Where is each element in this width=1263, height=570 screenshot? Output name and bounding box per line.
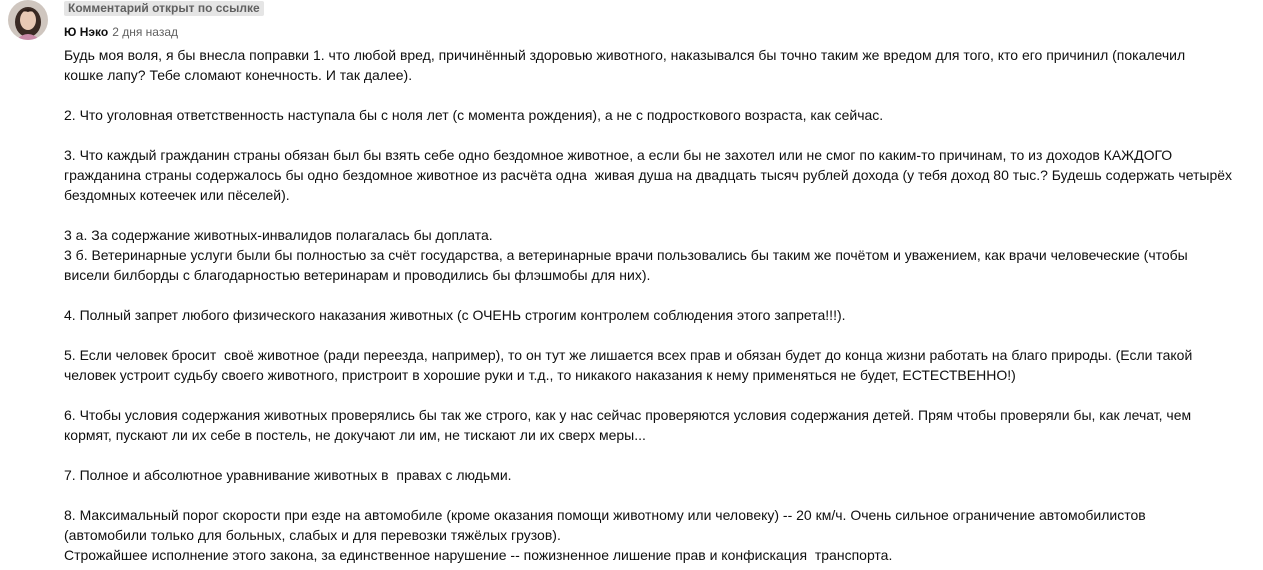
avatar-image <box>8 0 48 40</box>
comment-line <box>64 85 1252 105</box>
comment-line <box>64 485 1252 505</box>
pinned-link-badge: Комментарий открыт по ссылке <box>64 1 264 16</box>
comment-line <box>64 285 1252 305</box>
comment-line: человек устроит судьбу своего животного, пристроит в хорошие руки и т.д., то никакого наказания к нему применяться не будет, ЕСТЕСТВЕННО!) <box>64 367 1016 383</box>
comment-line <box>64 385 1252 405</box>
comment-line: Будь моя воля, я бы внесла поправки 1. что любой вред, причинённый здоровью животного, наказывался бы точно таким же вредом для того, кто его причинил (покалечил <box>64 47 1186 63</box>
comment-header <box>64 24 178 41</box>
comment-line <box>64 445 1252 465</box>
comment-line: висели билборды с благодарностью ветеринарам и проводились бы флэшмобы для них). <box>64 267 651 283</box>
author-name[interactable]: Ю Нэко <box>64 25 109 39</box>
comment-timestamp[interactable]: 2 дня назад <box>112 25 178 39</box>
comment-line: бездомных котеечек или пёселей). <box>64 187 290 203</box>
comment-line: Строжайшее исполнение этого закона, за единственное нарушение -- пожизненное лишение прав и конфискация транспорта. <box>64 547 893 563</box>
comment-line <box>64 325 1252 345</box>
comment-line: 3 а. За содержание животных-инвалидов полагалась бы доплата. <box>64 227 493 243</box>
comment-line: кошке лапу? Тебе сломают конечность. И так далее). <box>64 67 413 83</box>
comment-line: 5. Если человек бросит своё животное (ради переезда, например), то он тут же лишается всех прав и обязан будет до конца жизни работать на благо природы. (Если такой <box>64 347 1193 363</box>
comment-line: 4. Полный запрет любого физического наказания животных (с ОЧЕНЬ строгим контролем соблюдения этого запрета!!!). <box>64 307 846 323</box>
comment-line: 3 б. Ветеринарные услуги были бы полностью за счёт государства, а ветеринарные врачи пользовались бы таким же почётом и уважением, как врачи человеческие (чтобы <box>64 247 1188 263</box>
avatar[interactable] <box>8 0 48 40</box>
comment-line: кормят, пускают ли их себе в постель, не докучают ли им, не тискают ли их сверх меры... <box>64 427 646 443</box>
comment-line: гражданина страны содержалось бы одно бездомное животное из расчёта одна живая душа на двадцать тысяч рублей дохода (у тебя доход 80 тыс.? Будешь содержать четырёх <box>64 167 1233 183</box>
comment-line: 2. Что уголовная ответственность наступала бы с ноля лет (с момента рождения), а не с подросткового возраста, как сейчас. <box>64 107 884 123</box>
comment-line: (автомобили только для больных, слабых и для перевозки тяжёлых грузов). <box>64 527 561 543</box>
comment-line: 6. Чтобы условия содержания животных проверялись бы так же строго, как у нас сейчас проверяются условия содержания детей. Прям чтобы проверяли бы, как лечат, чем <box>64 407 1192 423</box>
comment-line <box>64 125 1252 145</box>
comment-line <box>64 205 1252 225</box>
comment-line: 3. Что каждый гражданин страны обязан был бы взять себе одно бездомное животное, а если бы не захотел или не смог по каким-то причинам, то из доходов КАЖДОГО <box>64 147 1173 163</box>
comment-line: 7. Полное и абсолютное уравнивание животных в правах с людьми. <box>64 467 512 483</box>
comment-text <box>64 45 1252 565</box>
comment-line: 8. Максимальный порог скорости при езде на автомобиле (кроме оказания помощи животному или человеку) -- 20 км/ч. Очень сильное ограничение автомобилистов <box>64 507 1146 523</box>
